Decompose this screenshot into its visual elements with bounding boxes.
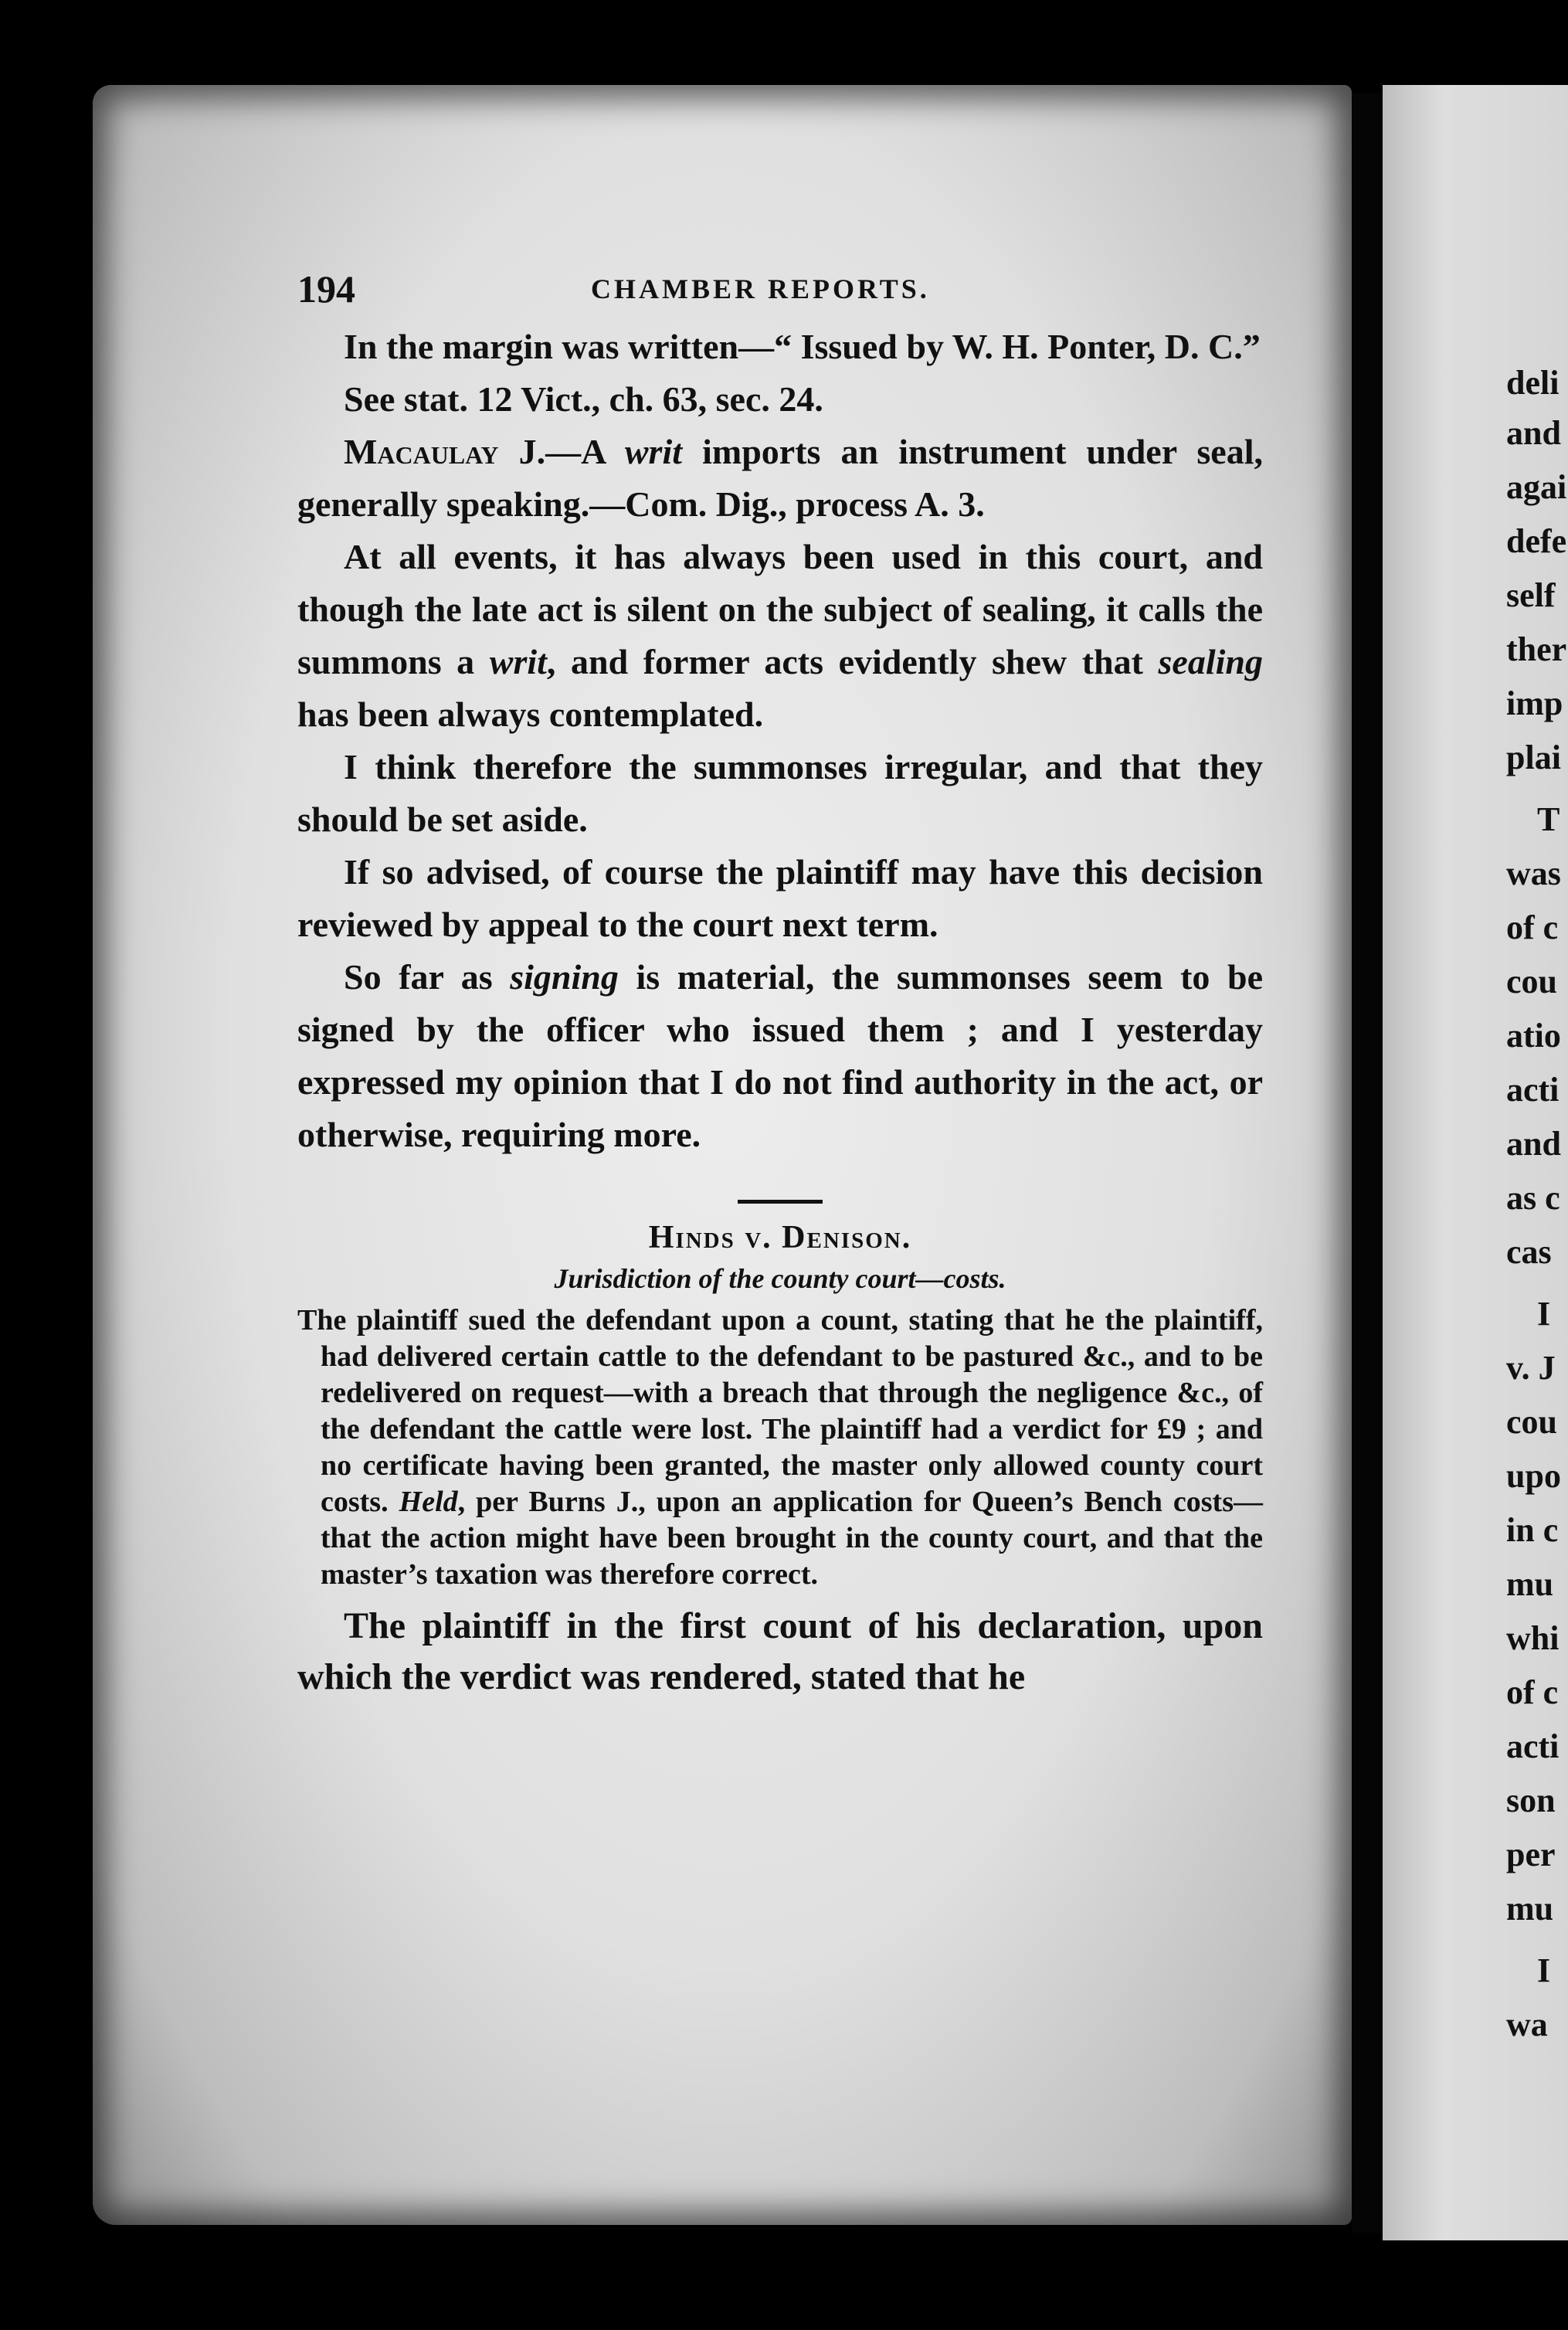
- case-text-paragraph: The plaintiff in the first count of his declaration, upon which the verdict was rendered, stated that he: [297, 1605, 1263, 1697]
- opinion-text: —A: [545, 432, 625, 471]
- section-divider: [738, 1200, 823, 1204]
- running-head: [297, 267, 1263, 321]
- opinion-paragraph: [297, 426, 1263, 531]
- case-headnote: [297, 1303, 1263, 1593]
- case-subtitle: Jurisdiction of the county court—costs.: [554, 1263, 1006, 1294]
- right-page-fragment: plai: [1506, 739, 1561, 776]
- signing-italic: signing: [510, 957, 619, 997]
- right-page-fragment: per: [1506, 1836, 1556, 1873]
- right-page-fragment: defe: [1506, 522, 1567, 560]
- paragraph-text: So far as: [344, 957, 511, 997]
- opinion-text: imports an instrument under seal, generally speaking.—Com. Dig., process A. 3.: [297, 432, 1263, 524]
- right-page-fragment: mu: [1506, 1890, 1554, 1928]
- right-page-fragment: cas: [1506, 1233, 1552, 1271]
- right-page-fragment: was: [1506, 854, 1561, 892]
- right-page-edge: [1383, 85, 1568, 2240]
- right-page-fragment: of c: [1506, 909, 1559, 946]
- margin-note-paragraph: In the margin was written—“ Issued by W. H. Ponter, D. C.”: [344, 327, 1261, 366]
- right-page-fragment: self: [1506, 576, 1556, 614]
- page-gutter: [1352, 93, 1383, 2233]
- right-page-fragment: cou: [1506, 963, 1557, 1000]
- right-page-fragment: and: [1506, 1125, 1561, 1163]
- right-page-fragment: deli: [1506, 364, 1560, 402]
- events-paragraph: [297, 531, 1263, 741]
- page-content: [297, 267, 1263, 1703]
- right-page-fragment: of c: [1506, 1673, 1559, 1711]
- paragraph-text: is material, the summonses seem to be signed by the officer who issued them ; and I yesterday expressed my opinion that I do not find authority in the act, or otherwise, requiring more.: [297, 957, 1264, 1154]
- page-number: 194: [297, 267, 355, 311]
- signing-paragraph: [297, 951, 1263, 1161]
- right-page-fragment: acti: [1506, 1071, 1560, 1109]
- right-page-fragment: wa: [1506, 2006, 1548, 2043]
- right-page-fragment: T: [1537, 800, 1560, 838]
- right-page-fragment: in c: [1506, 1511, 1559, 1549]
- right-page-fragment: atio: [1506, 1017, 1561, 1055]
- paragraph-text: , and former acts evidently shew that: [546, 642, 1159, 681]
- writ-italic: writ: [624, 432, 683, 471]
- right-page-fragment: cou: [1506, 1403, 1557, 1441]
- right-page-fragment: agai: [1506, 468, 1567, 506]
- right-page-fragment: whi: [1506, 1619, 1560, 1657]
- statute-reference: See stat. 12 Vict., ch. 63, sec. 24.: [344, 379, 823, 419]
- paragraph-text: At all events, it has always been used in this court, and though the late act is silent on the subject of sealing, it calls the summons a: [297, 537, 1263, 681]
- right-page-fragment: mu: [1506, 1565, 1554, 1603]
- right-page-fragment: upo: [1506, 1457, 1561, 1495]
- judge-name: Macaulay J.: [344, 432, 546, 471]
- held-italic: Held: [399, 1486, 458, 1518]
- right-page-fragment: son: [1506, 1781, 1556, 1819]
- right-page-fragment: I: [1537, 1951, 1551, 1989]
- running-title: CHAMBER REPORTS.: [591, 273, 930, 304]
- right-page-fragment: I: [1537, 1295, 1551, 1333]
- right-page-fragment: and: [1506, 414, 1561, 452]
- appeal-paragraph: If so advised, of course the plaintiff may have this decision reviewed by appeal to the court next term.: [297, 852, 1263, 944]
- headnote-text: The plaintiff sued the defendant upon a count, stating that he the plaintiff, had delivered certain cattle to the defendant to be pastured &c., and to be redelivered on request—with a breach that through the negligence &c., of the defendant the cattle were lost. The plaintiff had a verdict for £9 ; and no certificate having been granted, the master only allowed county court costs.: [297, 1304, 1263, 1518]
- headnote-text: , per Burns J., upon an application for Queen’s Bench costs—that the action might have been brought in the county court, and that the master’s taxation was therefore correct.: [321, 1486, 1263, 1591]
- conclusion-paragraph: I think therefore the summonses irregular, and that they should be set aside.: [297, 747, 1263, 839]
- right-page-fragment: ther: [1506, 630, 1567, 668]
- right-page-fragment: acti: [1506, 1727, 1560, 1765]
- right-page-fragment: as c: [1506, 1179, 1560, 1217]
- case-title: Hinds v. Denison.: [648, 1220, 912, 1255]
- writ-italic: writ: [489, 642, 547, 681]
- right-page-fragment: v. J: [1506, 1349, 1556, 1387]
- paragraph-text: has been always contemplated.: [297, 695, 764, 734]
- sealing-italic: sealing: [1158, 642, 1263, 681]
- right-page-fragment: imp: [1506, 684, 1563, 722]
